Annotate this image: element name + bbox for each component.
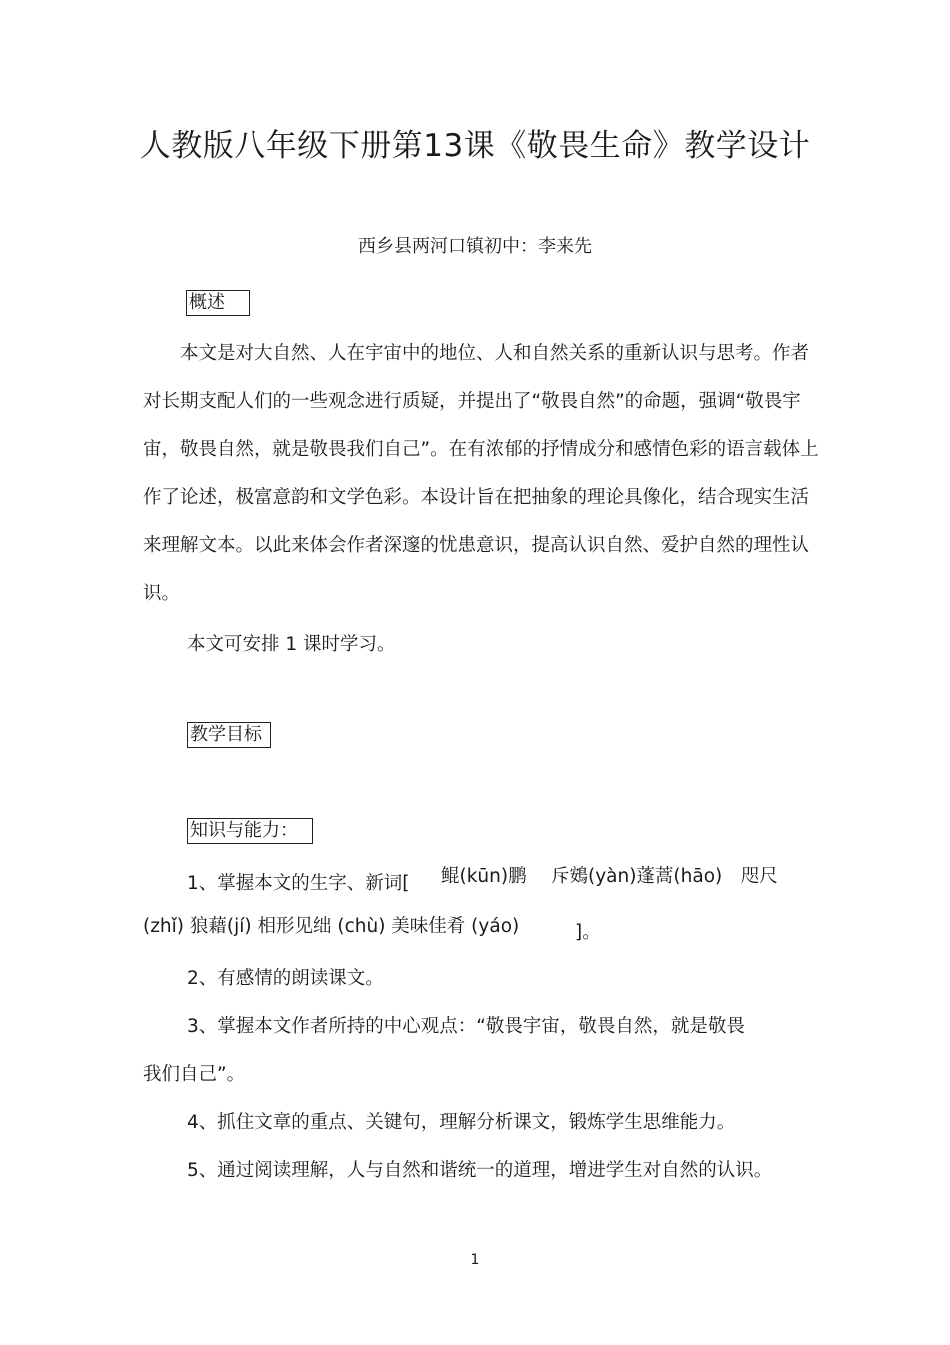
- item-4-text: 4、抓住文章的重点、关键句，理解分析课文，锻炼学生思维能力。: [187, 1112, 736, 1133]
- teaching-goals-heading: 教学目标: [187, 722, 271, 748]
- item-5-text: 5、通过阅读理解，人与自然和谐统一的道理，增进学生对自然的认识。: [187, 1160, 773, 1181]
- overview-paragraph: 本文是对大自然、人在宇宙中的地位、人和自然关系的重新认识与思考。作者对长期支配人们的一些观念进行质疑，并提出了“敬畏自然”的命题，强调“敬畏宇宙，敬畏自然，就是敬畏我们自己”。在有浓郁的抒情成分和感情色彩的语言载体上作了论述，极富意韵和文学色彩。本设计旨在把抽象的理论具像化，结合现实生活来理解文本。以此来体会作者深邃的忧患意识，提高认识自然、爱护自然的理性认识。: [143, 343, 819, 604]
- overview-heading: 概述: [186, 290, 250, 316]
- item-1-vocab-line-1: 鲲(kūn)鹏 斥鴳(yàn)蓬蒿(hāo) 咫尺: [441, 866, 778, 887]
- item-2-text: 2、有感情的朗读课文。: [187, 968, 384, 989]
- page-title: 人教版八年级下册第13课《敬畏生命》教学设计: [139, 128, 811, 164]
- item-1-vocab-line-2: (zhǐ) 狼藉(jí) 相形见绌 (chù) 美味佳肴 (yáo): [143, 916, 520, 937]
- author-line: 西乡县两河口镇初中：李来先: [358, 236, 592, 257]
- item-3-line-2: 我们自己”。: [143, 1064, 246, 1085]
- item-3-line-1: 3、掌握本文作者所持的中心观点：“敬畏宇宙，敬畏自然，就是敬畏: [187, 1016, 745, 1037]
- item-1-lead: 1、掌握本文的生字、新词[: [187, 873, 410, 894]
- lesson-time-text: 本文可安排 1 课时学习。: [187, 634, 396, 655]
- knowledge-ability-heading: 知识与能力：: [187, 818, 313, 844]
- page-number: 1: [470, 1252, 480, 1268]
- item-1-close-bracket: ]。: [575, 922, 601, 943]
